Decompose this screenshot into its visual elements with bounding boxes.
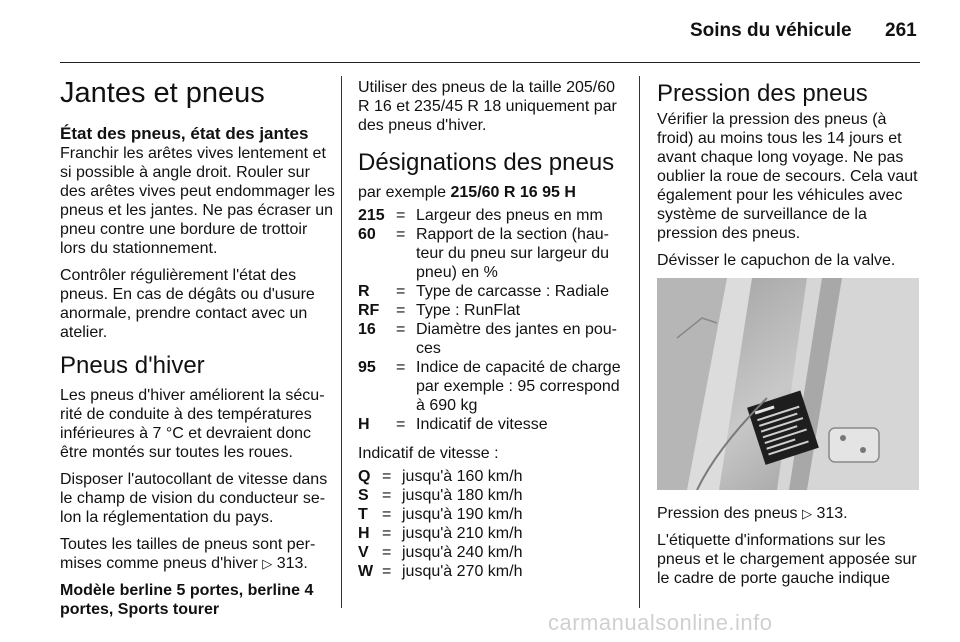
term: S [358,487,369,504]
paragraph: Franchir les arêtes vives lentement et si possible à angle droit. Rouler sur des arêtes vives peut endommager les pneus et les jantes. Ne pas écraser un pneu contre une bordure de trottoir lors du stationnement. [60,145,335,257]
definition: jusqu'à 270 km/h [402,563,523,580]
definition: jusqu'à 160 km/h [402,468,523,485]
paragraph [657,504,923,523]
page-reference-link[interactable]: 313. [816,505,848,522]
term: 95 [358,359,376,376]
equals-sign: = [396,321,406,338]
table-row [358,301,626,320]
paragraph: Contrôler régulièrement l'état des pneus. En cas de dégâts ou d'usure anormale, prendre contact avec un atelier. [60,267,315,341]
paragraph: L'étiquette d'informations sur les pneus et le chargement apposée sur le cadre de porte gauche indique [657,532,917,587]
paragraph [60,535,336,573]
equals-sign: = [396,207,406,224]
example-prefix: par exemple [358,184,447,201]
term: Q [358,468,371,485]
column-2 [358,78,626,591]
term: 16 [358,321,376,338]
definition: Rapport de la section (hauteur du pneu sur largeur du pneu) en % [416,226,610,281]
equals-sign: = [396,359,406,376]
section-heading-jantes: Jantes et pneus [60,77,265,109]
equals-sign: = [382,487,392,504]
page-reference-arrow-icon[interactable]: ▷ [262,556,273,571]
definition: jusqu'à 190 km/h [402,506,523,523]
table-row [358,320,626,358]
term: R [358,283,370,300]
column-1 [60,72,336,619]
section-heading-hiver: Pneus d'hiver [60,352,205,379]
column-divider-1 [341,76,342,608]
definition: Indicatif de vitesse [416,416,548,433]
paragraph: Vérifier la pression des pneus (à froid) au moins tous les 14 jours et avant chaque long voyage. Ne pas oublier la roue de secours. Cela vaut également pour les véhicules avec système de surveillance de la pression des pneus. [657,111,918,242]
column-divider-2 [639,76,640,608]
table-row [358,524,626,543]
equals-sign: = [396,283,406,300]
door-frame-tire-label-photo-icon [657,278,919,490]
paragraph: Les pneus d'hiver améliorent la sécurité de conduite à des températures inférieures à 7 °C et devraient donc être montés sur toutes les roues. [60,387,325,461]
definition: Type : RunFlat [416,302,521,319]
table-row [358,415,626,434]
definition: jusqu'à 210 km/h [402,525,523,542]
term: 215 [358,207,385,224]
definition: Largeur des pneus en mm [416,207,603,224]
header-rule [60,62,920,63]
definition: Diamètre des jantes en pouces [416,321,617,357]
table-row [358,206,626,225]
paragraph-text: Toutes les tailles de pneus sont permises comme pneus d'hiver [60,536,316,572]
equals-sign: = [396,302,406,319]
table-row [358,358,626,415]
table-row [358,467,626,486]
table-row [358,543,626,562]
definition: Indice de capacité de charge par exemple : 95 correspond à 690 kg [416,359,621,414]
table-row [358,486,626,505]
example-line [358,183,626,202]
equals-sign: = [382,563,392,580]
equals-sign: = [382,468,392,485]
term: H [358,416,370,433]
column-3 [657,80,923,596]
term: W [358,563,374,580]
definition: jusqu'à 180 km/h [402,487,523,504]
section-heading-pression: Pression des pneus [657,80,868,107]
definition: Type de carcasse : Radiale [416,283,609,300]
designation-table [358,206,626,434]
paragraph: Indicatif de vitesse : [358,445,499,462]
section-heading-designations: Désignations des pneus [358,149,615,176]
speed-table [358,467,626,581]
header-title: Soins du véhicule [690,20,852,41]
paragraph: Dévisser le capuchon de la valve. [657,252,896,269]
paragraph: Utiliser des pneus de la taille 205/60 R 16 et 235/45 R 18 uniquement par des pneus d'hiver. [358,79,617,134]
term: RF [358,302,380,319]
example-value: 215/60 R 16 95 H [450,184,576,201]
equals-sign: = [382,544,392,561]
table-row [358,225,626,282]
table-row [358,562,626,581]
table-row [358,282,626,301]
term: T [358,506,368,523]
term: H [358,525,370,542]
equals-sign: = [396,226,406,243]
term: 60 [358,226,376,243]
page-reference-arrow-icon[interactable]: ▷ [801,506,812,521]
equals-sign: = [382,506,392,523]
table-row [358,505,626,524]
page-number: 261 [885,20,917,41]
subheading-etat: État des pneus, état des jantes [60,124,309,143]
bold-note: Modèle berline 5 portes, berline 4 portes, Sports tourer [60,582,314,618]
equals-sign: = [382,525,392,542]
page-reference-link[interactable]: 313. [276,555,308,572]
paragraph-text: Pression des pneus [657,505,798,522]
watermark: carmanualsonline.info [548,610,773,635]
definition: jusqu'à 240 km/h [402,544,523,561]
paragraph: Disposer l'autocollant de vitesse dans le champ de vision du conducteur selon la réglementation du pays. [60,471,328,526]
term: V [358,544,369,561]
equals-sign: = [396,416,406,433]
